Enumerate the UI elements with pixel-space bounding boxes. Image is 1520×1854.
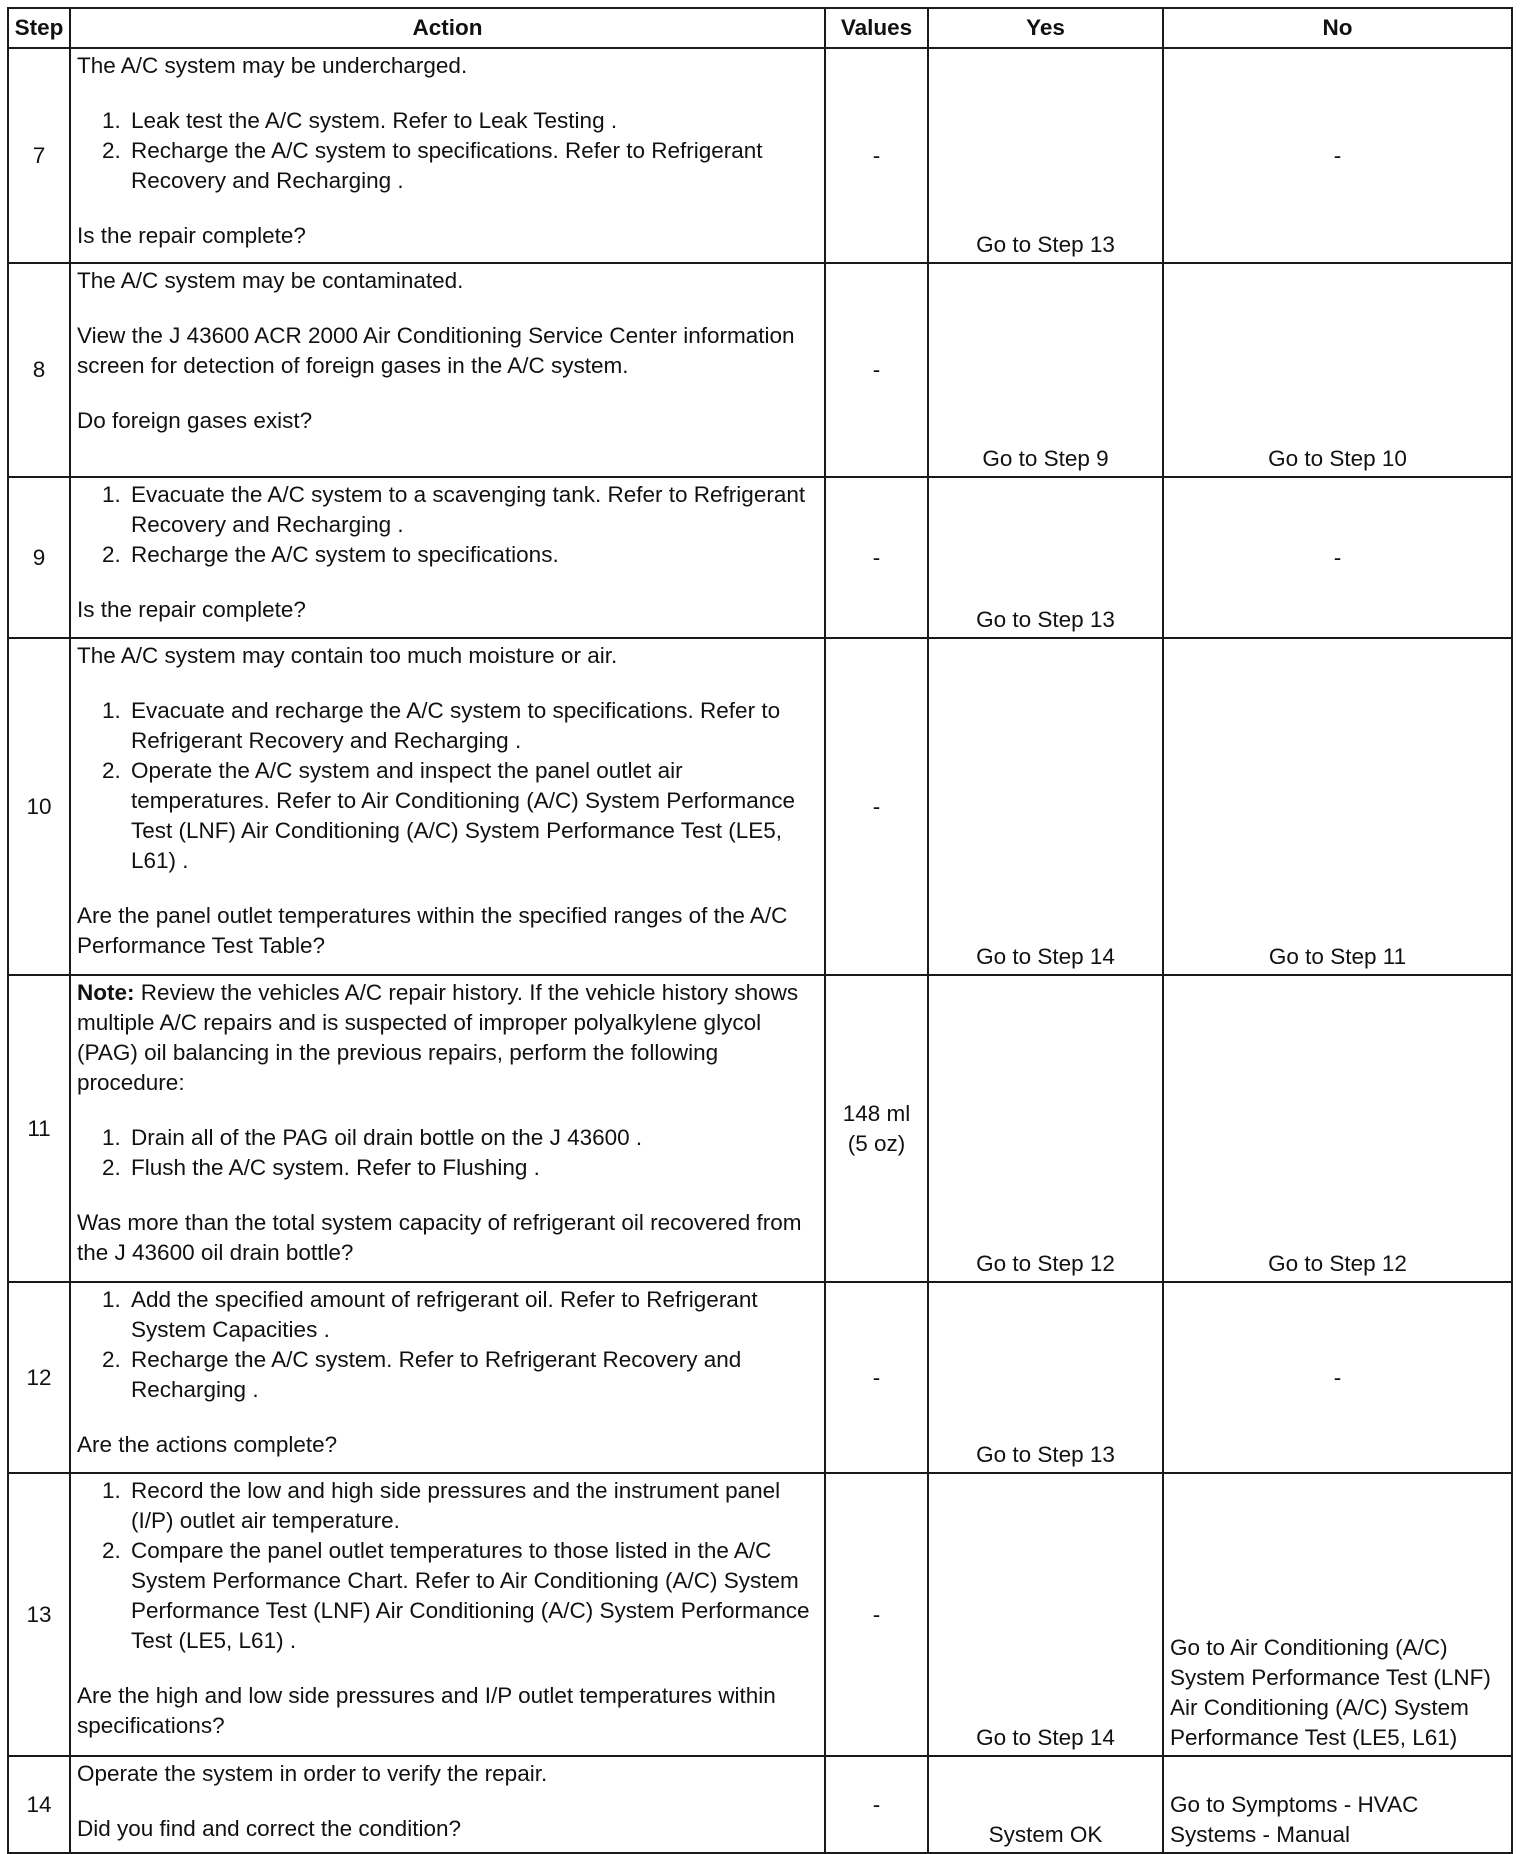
- header-row: [8, 8, 1512, 48]
- action-step: 2. Flush the A/C system. Refer to Flushing .: [127, 1153, 818, 1183]
- header-values: Values: [825, 8, 928, 48]
- values-cell: -: [825, 1473, 928, 1756]
- table-row: [8, 263, 1512, 477]
- no-cell: -: [1163, 477, 1512, 638]
- no-cell: Go to Step 10: [1163, 263, 1512, 477]
- table-row: [8, 638, 1512, 975]
- yes-cell: Go to Step 14: [928, 638, 1163, 975]
- note-label: Note:: [77, 980, 135, 1005]
- values-cell: 148 ml (5 oz): [825, 975, 928, 1282]
- values-cell: -: [825, 263, 928, 477]
- header-step: Step: [8, 8, 70, 48]
- action-steps: [77, 1476, 818, 1656]
- no-cell: Go to Symptoms - HVAC Systems - Manual: [1163, 1756, 1512, 1853]
- action-steps: [77, 106, 818, 196]
- yes-cell: Go to Step 14: [928, 1473, 1163, 1756]
- diagnostic-table: [7, 7, 1513, 1854]
- values-cell: -: [825, 48, 928, 263]
- action-question: Is the repair complete?: [77, 223, 306, 248]
- action-steps: [77, 1285, 818, 1405]
- action-steps: [77, 696, 818, 876]
- note-text: Review the vehicles A/C repair history. If the vehicle history shows multiple A/C repairs and is suspected of improper polyalkylene glycol (PAG) oil balancing in the previous repairs, perform the following procedure:: [77, 980, 799, 1095]
- action-step: 2. Recharge the A/C system to specifications. Refer to Refrigerant Recovery and Recharging .: [127, 136, 818, 196]
- table-row: [8, 1756, 1512, 1853]
- yes-cell: Go to Step 13: [928, 1282, 1163, 1473]
- step-number: 12: [8, 1282, 70, 1473]
- yes-cell: System OK: [928, 1756, 1163, 1853]
- step-number: 9: [8, 477, 70, 638]
- step-number: 8: [8, 263, 70, 477]
- action-cell: [70, 48, 825, 263]
- action-cell: [70, 1282, 825, 1473]
- action-step: 2. Recharge the A/C system. Refer to Refrigerant Recovery and Recharging .: [127, 1345, 818, 1405]
- action-step: 1. Evacuate and recharge the A/C system to specifications. Refer to Refrigerant Recovery and Recharging .: [127, 696, 818, 756]
- header-yes: Yes: [928, 8, 1163, 48]
- step-number: 13: [8, 1473, 70, 1756]
- yes-cell: Go to Step 12: [928, 975, 1163, 1282]
- header-action: Action: [70, 8, 825, 48]
- no-cell: Go to Step 12: [1163, 975, 1512, 1282]
- yes-cell: Go to Step 13: [928, 477, 1163, 638]
- action-question: Are the high and low side pressures and I/P outlet temperatures within specifications?: [77, 1683, 776, 1738]
- action-intro: The A/C system may contain too much moisture or air.: [77, 643, 618, 668]
- values-cell: -: [825, 477, 928, 638]
- step-number: 7: [8, 48, 70, 263]
- action-cell: [70, 1756, 825, 1853]
- header-no: No: [1163, 8, 1512, 48]
- action-question: Was more than the total system capacity of refrigerant oil recovered from the J 43600 oil drain bottle?: [77, 1210, 802, 1265]
- action-intro: The A/C system may be undercharged.: [77, 53, 468, 78]
- action-steps: [77, 480, 818, 570]
- action-body: View the J 43600 ACR 2000 Air Conditioning Service Center information screen for detection of foreign gases in the A/C system.: [77, 323, 795, 378]
- action-question: Did you find and correct the condition?: [77, 1816, 461, 1841]
- values-cell: -: [825, 1756, 928, 1853]
- action-question: Is the repair complete?: [77, 597, 306, 622]
- no-cell: -: [1163, 48, 1512, 263]
- action-steps: [77, 1123, 818, 1183]
- action-step: 1. Evacuate the A/C system to a scavenging tank. Refer to Refrigerant Recovery and Recharging .: [127, 480, 818, 540]
- table-row: [8, 1282, 1512, 1473]
- action-step: 2. Recharge the A/C system to specifications.: [127, 540, 818, 570]
- no-cell: Go to Step 11: [1163, 638, 1512, 975]
- step-number: 11: [8, 975, 70, 1282]
- values-cell: -: [825, 638, 928, 975]
- values-cell: -: [825, 1282, 928, 1473]
- action-cell: [70, 263, 825, 477]
- action-step: 1. Record the low and high side pressures and the instrument panel (I/P) outlet air temperature.: [127, 1476, 818, 1536]
- action-step: 1. Drain all of the PAG oil drain bottle on the J 43600 .: [127, 1123, 818, 1153]
- action-note: [77, 978, 818, 1098]
- action-question: Are the actions complete?: [77, 1432, 338, 1457]
- yes-cell: Go to Step 13: [928, 48, 1163, 263]
- step-number: 14: [8, 1756, 70, 1853]
- action-intro: The A/C system may be contaminated.: [77, 268, 464, 293]
- table-row: [8, 1473, 1512, 1756]
- action-step: 2. Compare the panel outlet temperatures to those listed in the A/C System Performance Chart. Refer to Air Conditioning (A/C) System Performance Test (LNF) Air Conditioning (A/C) System Performance Test (LE5, L61) .: [127, 1536, 818, 1656]
- no-cell: -: [1163, 1282, 1512, 1473]
- table-row: [8, 48, 1512, 263]
- yes-cell: Go to Step 9: [928, 263, 1163, 477]
- action-intro: Operate the system in order to verify the repair.: [77, 1761, 548, 1786]
- action-question: Are the panel outlet temperatures within the specified ranges of the A/C Performance Test Table?: [77, 903, 788, 958]
- action-cell: [70, 975, 825, 1282]
- action-cell: [70, 1473, 825, 1756]
- table-row: [8, 975, 1512, 1282]
- action-question: Do foreign gases exist?: [77, 408, 313, 433]
- step-number: 10: [8, 638, 70, 975]
- no-cell: Go to Air Conditioning (A/C) System Performance Test (LNF) Air Conditioning (A/C) System Performance Test (LE5, L61): [1163, 1473, 1512, 1756]
- action-step: 2. Operate the A/C system and inspect the panel outlet air temperatures. Refer to Air Conditioning (A/C) System Performance Test (LNF) Air Conditioning (A/C) System Performance Test (LE5, L61) .: [127, 756, 818, 876]
- action-step: 1. Leak test the A/C system. Refer to Leak Testing .: [127, 106, 818, 136]
- action-step: 1. Add the specified amount of refrigerant oil. Refer to Refrigerant System Capacities .: [127, 1285, 818, 1345]
- table-row: [8, 477, 1512, 638]
- action-cell: [70, 477, 825, 638]
- action-cell: [70, 638, 825, 975]
